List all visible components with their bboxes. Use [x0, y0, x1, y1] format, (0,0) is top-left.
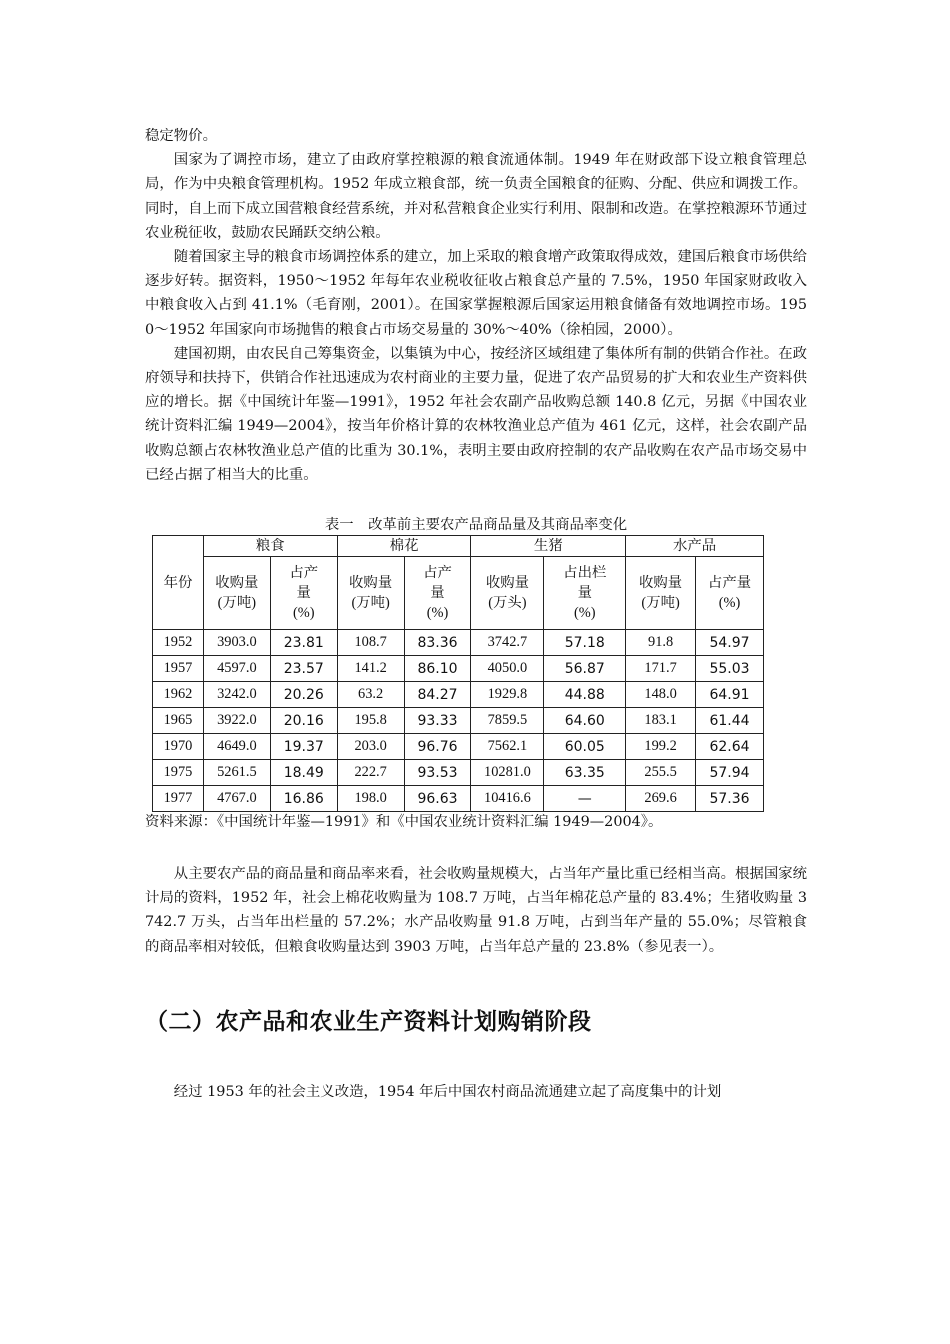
subheader: 占产量 (%) — [696, 557, 764, 630]
value-cell: 4649.0 — [203, 734, 270, 760]
value-cell: 108.7 — [337, 630, 404, 656]
value-cell: 57.36 — [696, 786, 764, 812]
value-cell: 4767.0 — [203, 786, 270, 812]
table-row — [153, 630, 764, 656]
value-cell: 3742.7 — [471, 630, 544, 656]
table-source: 资料来源：《中国统计年鉴—1991》和《中国农业统计资料汇编 1949—2004》。 — [145, 814, 663, 831]
value-cell: 63.35 — [544, 760, 626, 786]
value-cell: 20.26 — [270, 682, 337, 708]
value-cell: 4050.0 — [471, 656, 544, 682]
subheader: 收购量 (万头) — [471, 557, 544, 630]
year-header: 年份 — [153, 536, 204, 630]
value-cell: 3242.0 — [203, 682, 270, 708]
year-cell: 1977 — [153, 786, 204, 812]
subheader: 占出栏 量 (%) — [544, 557, 626, 630]
value-cell: 62.64 — [696, 734, 764, 760]
value-cell: 195.8 — [337, 708, 404, 734]
value-cell: 84.27 — [404, 682, 471, 708]
data-table — [152, 535, 764, 812]
value-cell: 7859.5 — [471, 708, 544, 734]
group-header-grain: 粮食 — [203, 536, 337, 557]
year-cell: 1952 — [153, 630, 204, 656]
year-cell: 1965 — [153, 708, 204, 734]
value-cell: 10281.0 — [471, 760, 544, 786]
document-page — [145, 124, 807, 1104]
value-cell: 4597.0 — [203, 656, 270, 682]
value-cell: 18.49 — [270, 760, 337, 786]
value-cell: 3922.0 — [203, 708, 270, 734]
group-header-aquatic: 水产品 — [626, 536, 764, 557]
value-cell: 23.81 — [270, 630, 337, 656]
value-cell: 198.0 — [337, 786, 404, 812]
subheader: 收购量 (万吨) — [626, 557, 696, 630]
value-cell: 3903.0 — [203, 630, 270, 656]
year-cell: 1962 — [153, 682, 204, 708]
table-body — [153, 630, 764, 812]
value-cell: 64.60 — [544, 708, 626, 734]
subheader: 收购量 (万吨) — [337, 557, 404, 630]
value-cell: 93.33 — [404, 708, 471, 734]
value-cell: 64.91 — [696, 682, 764, 708]
value-cell: 86.10 — [404, 656, 471, 682]
value-cell: 91.8 — [626, 630, 696, 656]
year-cell: 1975 — [153, 760, 204, 786]
table-row — [153, 682, 764, 708]
paragraph-2: 国家为了调控市场，建立了由政府掌控粮源的粮食流通体制。1949 年在财政部下设立粮食管理总局，作为中央粮食管理机构。1952 年成立粮食部，统一负责全国粮食的征购、分配、供应和调拨工作。同时，自上而下成立国营粮食经营系统，并对私营粮食企业实行利用、限制和改造。在掌控粮源环节通过农业税征收，鼓励农民踊跃交纳公粮。 — [145, 152, 807, 241]
value-cell: 148.0 — [626, 682, 696, 708]
value-cell: 199.2 — [626, 734, 696, 760]
subheader: 占产 量 (%) — [404, 557, 471, 630]
value-cell: — — [544, 786, 626, 812]
group-header-cotton: 棉花 — [337, 536, 471, 557]
value-cell: 57.18 — [544, 630, 626, 656]
value-cell: 44.88 — [544, 682, 626, 708]
value-cell: 61.44 — [696, 708, 764, 734]
value-cell: 23.57 — [270, 656, 337, 682]
value-cell: 183.1 — [626, 708, 696, 734]
table-caption: 表一 改革前主要农产品商品量及其商品率变化 — [324, 517, 628, 534]
value-cell: 60.05 — [544, 734, 626, 760]
value-cell: 57.94 — [696, 760, 764, 786]
value-cell: 93.53 — [404, 760, 471, 786]
value-cell: 16.86 — [270, 786, 337, 812]
value-cell: 5261.5 — [203, 760, 270, 786]
paragraph-3: 随着国家主导的粮食市场调控体系的建立，加上采取的粮食增产政策取得成效，建国后粮食市场供给逐步好转。据资料，1950～1952 年每年农业税收征收占粮食总产量的 7.5%，1950 年国家财政收入中粮食收入占到 41.1%（毛育刚，2001）。在国家掌握粮源后国家运用粮食储备有效地调控市场。1950～1952 年国家向市场抛售的粮食占市场交易量的 30%～40%（徐柏园，2000）。 — [145, 249, 807, 338]
table-row — [153, 708, 764, 734]
subheader: 收购量 (万吨) — [203, 557, 270, 630]
value-cell: 56.87 — [544, 656, 626, 682]
table-row — [153, 786, 764, 812]
year-cell: 1957 — [153, 656, 204, 682]
value-cell: 96.76 — [404, 734, 471, 760]
value-cell: 20.16 — [270, 708, 337, 734]
value-cell: 255.5 — [626, 760, 696, 786]
value-cell: 96.63 — [404, 786, 471, 812]
table-header-row-2 — [153, 557, 764, 630]
value-cell: 10416.6 — [471, 786, 544, 812]
table-row — [153, 734, 764, 760]
value-cell: 83.36 — [404, 630, 471, 656]
group-header-pig: 生猪 — [471, 536, 626, 557]
table-header-row-1 — [153, 536, 764, 557]
value-cell: 171.7 — [626, 656, 696, 682]
value-cell: 7562.1 — [471, 734, 544, 760]
value-cell: 269.6 — [626, 786, 696, 812]
value-cell: 19.37 — [270, 734, 337, 760]
value-cell: 203.0 — [337, 734, 404, 760]
table-row — [153, 760, 764, 786]
year-cell: 1970 — [153, 734, 204, 760]
value-cell: 54.97 — [696, 630, 764, 656]
subheader: 占产 量 (%) — [270, 557, 337, 630]
paragraph-1: 稳定物价。 — [145, 128, 217, 144]
value-cell: 63.2 — [337, 682, 404, 708]
value-cell: 1929.8 — [471, 682, 544, 708]
section-heading: （二）农产品和农业生产资料计划购销阶段 — [145, 1008, 592, 1035]
value-cell: 141.2 — [337, 656, 404, 682]
paragraph-after-table: 从主要农产品的商品量和商品率来看，社会收购量规模大，占当年产量比重已经相当高。根据国家统计局的资料，1952 年，社会上棉花收购量为 108.7 万吨，占当年棉花总产量的 83.4%；生猪收购量 3742.7 万头，占当年出栏量的 57.2%；水产品收购量 91.8 万吨，占到当年产量的 55.0%；尽管粮食的商品率相对较低，但粮食收购量达到 3903 万吨，占当年总产量的 23.8%（参见表一）。 — [145, 866, 807, 955]
value-cell: 222.7 — [337, 760, 404, 786]
value-cell: 55.03 — [696, 656, 764, 682]
table-row — [153, 656, 764, 682]
paragraph-4: 建国初期，由农民自己筹集资金，以集镇为中心，按经济区域组建了集体所有制的供销合作社。在政府领导和扶持下，供销合作社迅速成为农村商业的主要力量，促进了农产品贸易的扩大和农业生产资料供应的增长。据《中国统计年鉴—1991》，1952 年社会农副产品收购总额 140.8 亿元，另据《中国农业统计资料汇编 1949—2004》，按当年价格计算的农林牧渔业总产值为 461 亿元，这样，社会农副产品收购总额占农林牧渔业总产值的比重为 30.1%，表明主要由政府控制的农产品收购在农产品市场交易中已经占据了相当大的比重。 — [145, 345, 807, 483]
paragraph-last: 经过 1953 年的社会主义改造，1954 年后中国农村商品流通建立起了高度集中的计划 — [173, 1083, 722, 1100]
